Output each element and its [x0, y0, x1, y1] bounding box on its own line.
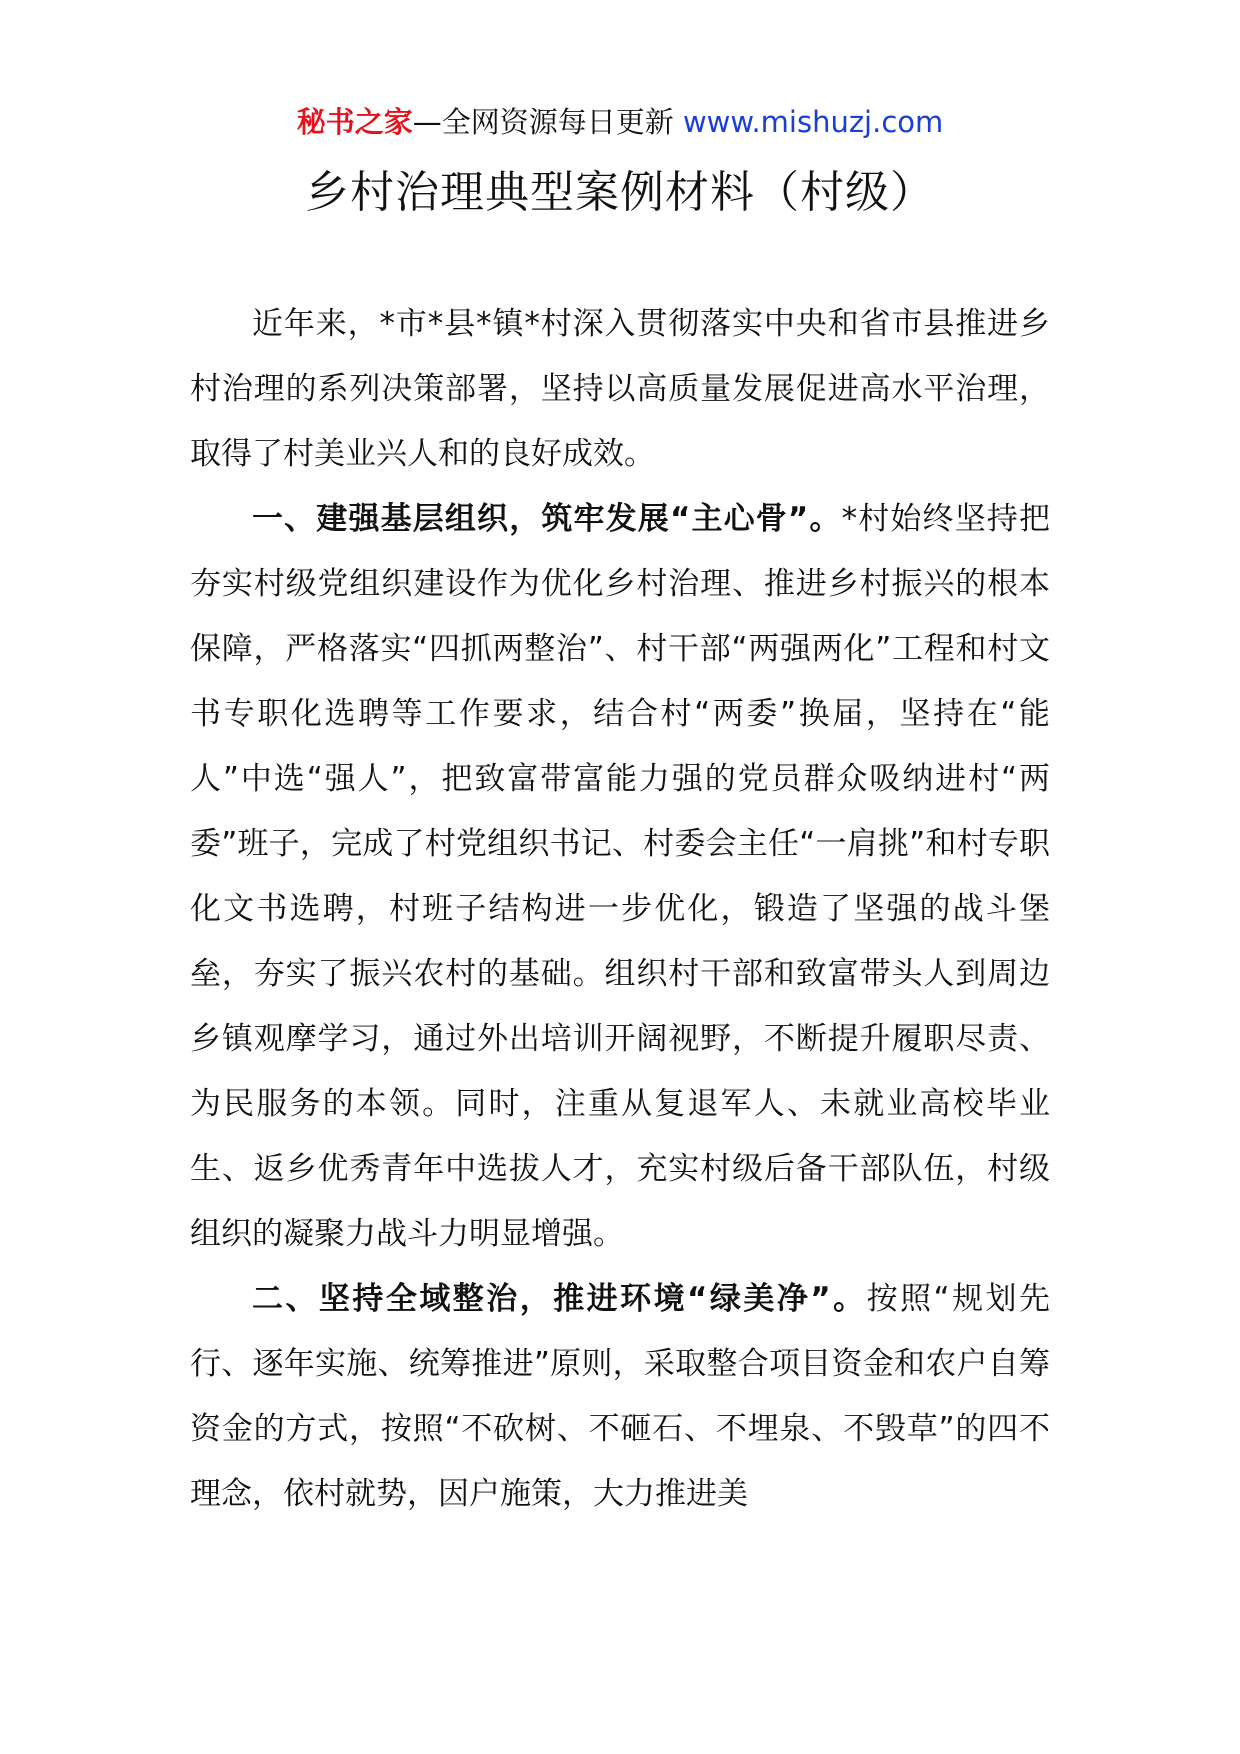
- header-tagline: —全网资源每日更新: [412, 105, 683, 139]
- brand-name: 秘书之家: [296, 105, 413, 139]
- document-title: 乡村治理典型案例材料（村级）: [305, 167, 935, 218]
- paragraph-text: 按照“规划先行、逐年实施、统筹推进”原则，采取整合项目资金和农户自筹资金的方式，按照“不砍树、不砸石、不埋泉、不毁草”的四不理念，依村就势，因户施策，大力推进美: [190, 1281, 1050, 1512]
- section-heading: 一、建强基层组织，筑牢发展“主心骨”。: [252, 501, 842, 537]
- document-body: [190, 292, 1050, 1527]
- paragraph-section-2: [190, 1267, 1050, 1527]
- site-header: [0, 102, 1240, 142]
- paragraph-text: 近年来，*市*县*镇*村深入贯彻落实中央和省市县推进乡村治理的系列决策部署，坚持以高质量发展促进高水平治理，取得了村美业兴人和的良好成效。: [190, 306, 1050, 472]
- paragraph-section-1: [190, 487, 1050, 1267]
- paragraph-intro: [190, 292, 1050, 487]
- paragraph-text: *村始终坚持把夯实村级党组织建设作为优化乡村治理、推进乡村振兴的根本保障，严格落实“四抓两整治”、村干部“两强两化”工程和村文书专职化选聘等工作要求，结合村“两委”换届，坚持在“能人”中选“强人”，把致富带富能力强的党员群众吸纳进村“两委”班子，完成了村党组织书记、村委会主任“一肩挑”和村专职化文书选聘，村班子结构进一步优化，锻造了坚强的战斗堡垒，夯实了振兴农村的基础。组织村干部和致富带头人到周边乡镇观摩学习，通过外出培训开阔视野，不断提升履职尽责、为民服务的本领。同时，注重从复退军人、未就业高校毕业生、返乡优秀青年中选拔人才，充实村级后备干部队伍，村级组织的凝聚力战斗力明显增强。: [190, 501, 1051, 1252]
- site-url-link[interactable]: www.mishuzj.com: [682, 105, 944, 139]
- section-heading: 二、坚持全域整治，推进环境“绿美净”。: [252, 1281, 867, 1317]
